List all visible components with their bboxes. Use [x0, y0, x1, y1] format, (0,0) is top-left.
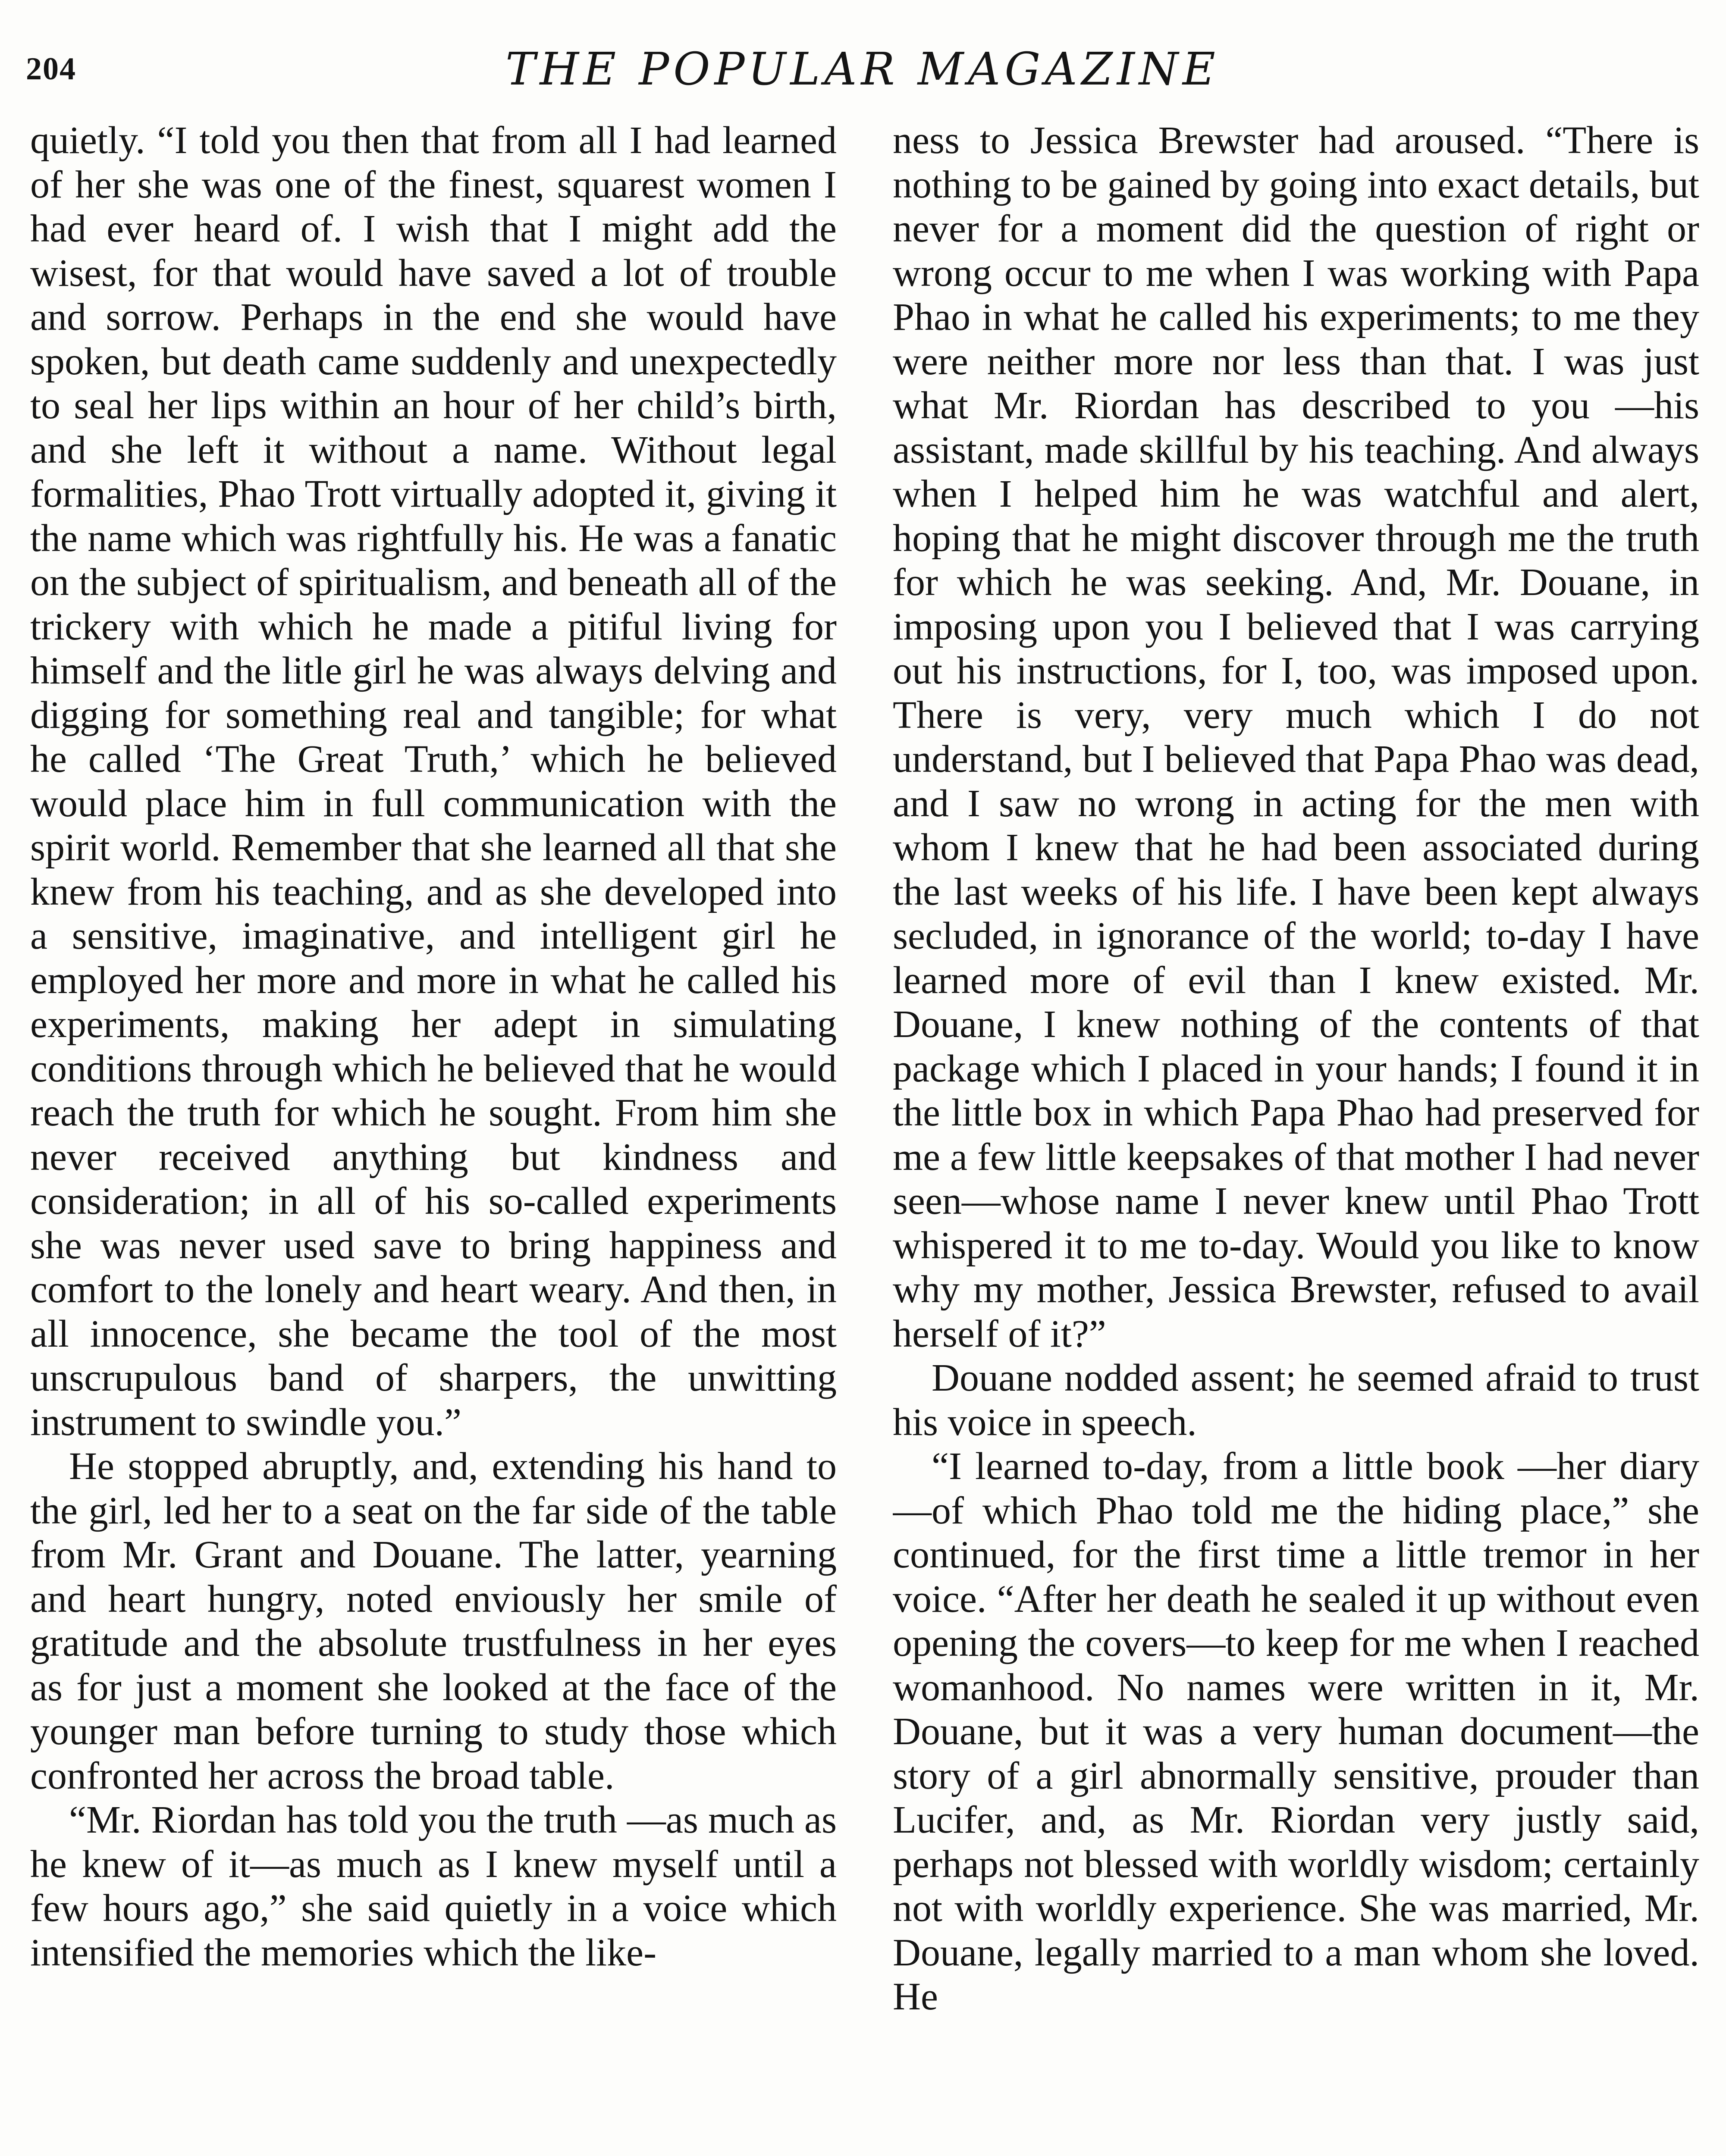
- paragraph: “Mr. Riordan has told you the truth —as much as he knew of it—as much as I knew myself until a few hours ago,” she said quietly in a voice which intensified the memories which the like-: [30, 1799, 837, 1974]
- paragraph: “I learned to-day, from a little book —her diary—of which Phao told me the hiding place,” she continued, for the first time a little tremor in her voice. “After her death he sealed it up without even opening the covers—to keep for me when I reached womanhood. No names were written in it, Mr. Douane, but it was a very human document—the story of a girl abnormally sensitive, prouder than Lucifer, and, as Mr. Riordan very justly said, perhaps not blessed with worldly wisdom; certainly not with worldly experience. She was married, Mr. Douane, legally married to a man whom she loved. He: [893, 1445, 1699, 2018]
- text-columns: [26, 119, 1699, 2156]
- paragraph: quietly. “I told you then that from all I had learned of her she was one of the finest, squarest women I had ever heard of. I wish that I might add the wisest, for that would have saved a lot of trouble and sorrow. Perhaps in the end she would have spoken, but death came suddenly and unexpectedly to seal her lips within an hour of her child’s birth, and she left it without a name. Without legal formalities, Phao Trott virtually adopted it, giving it the name which was rightfully his. He was a fanatic on the subject of spiritualism, and beneath all of the trickery with which he made a pitiful living for himself and the litle girl he was always delving and digging for something real and tangible; for what he called ‘The Great Truth,’ which he believed would place him in full communication with the spirit world. Remember that she learned all that she knew from his teaching, and as she developed into a sensitive, imaginative, and intelligent girl he employed her more and more in what he called his experiments, making her adept in simulating conditions through which he believed that he would reach the truth for which he sought. From him she never received anything but kindness and consideration; in all of his so-called experiments she was never used save to bring happiness and comfort to the lonely and heart weary. And then, in all innocence, she became the tool of the most unscrupulous band of sharpers, the unwitting instrument to swindle you.”: [30, 119, 837, 1444]
- paragraph: ness to Jessica Brewster had aroused. “There is nothing to be gained by going into exact details, but never for a moment did the question of right or wrong occur to me when I was working with Papa Phao in what he called his experiments; to me they were neither more nor less than that. I was just what Mr. Riordan has described to you —his assistant, made skillful by his teaching. And always when I helped him he was watchful and alert, hoping that he might discover through me the truth for which he was seeking. And, Mr. Douane, in imposing upon you I believed that I was carrying out his instructions, for I, too, was imposed upon. There is very, very much which I do not understand, but I believed that Papa Phao was dead, and I saw no wrong in acting for the men with whom I knew that he had been associated during the last weeks of his life. I have been kept always secluded, in ignorance of the world; to-day I have learned more of evil than I knew existed. Mr. Douane, I knew nothing of the contents of that package which I placed in your hands; I found it in the little box in which Papa Phao had preserved for me a few little keepsakes of that mother I had never seen—whose name I never knew until Phao Trott whispered it to me to-day. Would you like to know why my mother, Jessica Brewster, refused to avail herself of it?”: [893, 119, 1699, 1355]
- running-title: THE POPULAR MAGAZINE: [505, 43, 1220, 95]
- page-number: 204: [26, 51, 76, 87]
- paragraph: He stopped abruptly, and, extending his hand to the girl, led her to a seat on the far side of the table from Mr. Grant and Douane. The latter, yearning and heart hungry, noted enviously her smile of gratitude and the absolute trustfulness in her eyes as for just a moment she looked at the face of the younger man before turning to study those which confronted her across the broad table.: [30, 1445, 837, 1797]
- right-column: [893, 119, 1699, 2156]
- page-header: [26, 39, 1699, 99]
- left-column: [30, 119, 837, 2156]
- paragraph: Douane nodded assent; he seemed afraid to trust his voice in speech.: [893, 1357, 1699, 1444]
